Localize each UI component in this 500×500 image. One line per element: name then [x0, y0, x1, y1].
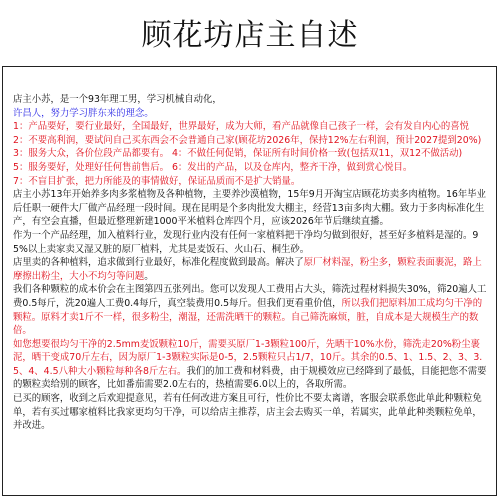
cost-diy: 自己筛洗麻烦，脏，自成本是大规模生产的数倍。 — [13, 311, 479, 337]
closing-paragraph: 已买的顾客，收到之后欢迎提意见，若有任何改进方案且可行，性价比不要太离谱，客服会联系您此单此种颗粒免单，若有买过哪家植料比我家更均匀干净，可以给店主推荐，店主会去购买一单，若属实，此单此种类颗粒免单，并改进。 — [13, 393, 482, 432]
soil-text: 店里卖的各种植料，追求做到行业最好，标准化程度做到最高。解决了 — [13, 257, 304, 269]
content-box — [2, 66, 497, 496]
intro-line-2: 许昌人，努力学习胖东来的理念。 — [13, 107, 154, 119]
principle-1: 1：产品要好，要行业最好，全国最好，世界最好，成为大师，看产品就像自己孩子一样，会有发自内心的喜悦 — [13, 121, 469, 133]
price-paragraph — [13, 338, 490, 392]
principle-3: 3：服务大众，各价位段产品都要有。 4：不做任何促销，保证所有时间价格一致(包括双11，双12不做活动) — [13, 148, 463, 160]
principle-4: 5：服务要好，处理好任何售前售后。 6：发出的产品，以及仓库内，整齐干净，做到赏心悦目。 — [13, 161, 413, 173]
price-tail: 我们的加工费和材料费，由于规模效应已经降到了最低，目能把您不需要的颗粒卖给别的顾客，比如番茄需要2.0左右的，热植需要6.0以上的，各取所需。 — [13, 365, 487, 391]
page-title: 顾花坊店主自述 — [141, 18, 359, 53]
story-paragraph: 店主小苏13年开始养多肉多浆植物及各种植物，主要养沙漠植物，15年9月开淘宝店顾花坊卖多肉植物。16年毕业后任职一硬件大厂做产品经理一段时间。现在昆明是个多肉批发大棚主，经营13亩多肉大棚。致力于多肉标准化生产，有空会直播，但最近整理新建1000平米植料仓库四个月，应该2026年节后继续直播。 — [13, 189, 487, 228]
intro-line-1: 店主小苏，是一个93年理工男，学习机械自动化， — [13, 94, 222, 105]
cost-paragraph — [13, 283, 490, 337]
principle-2: 2：不要高利润，要试问自己买东西会不会普通自己家(顾花坊2026年，保持12%左右利润，预计2027提到20%) — [13, 134, 482, 146]
soil-problems: 原厂材料湿，粉尘多，颗粒表面裹泥，路上摩擦出粉尘，大小不均匀等问题 — [13, 257, 482, 282]
soil-end: 。 — [144, 270, 154, 282]
cost-highlight: 所以我们把原料加工成均匀干净的颗粒。 — [13, 297, 483, 323]
cost-compare: 原料才卖1斤不一样，很多粉尘，潮湿，还需洗晒干的颗粒。 — [41, 311, 291, 323]
price-example: 如您想要很均匀干净的2.5mm麦饭颗粒10斤，需要买原厂1-3颗粒100斤，先晒干10%水份，筛洗走20%粉尘裹泥，晒干变成70斤左右，因为原厂1-3颗粒实际是0-5，2.5颗粒只占1/7，10斤。其余的0.5、1、1.5、2、3、3.5、4、4.5八种大小颗粒每种各8斤左右。 — [13, 338, 483, 377]
soil-paragraph-2 — [13, 256, 490, 283]
cost-text: 我们各种颗粒的成本价会在主图第四五张列出。您可以发现人工费用占大头，筛洗过程材料损失30%，筛20遍人工费0.5每斤，洗20遍人工费0.4每斤，真空装费用0.5每斤。但我们更看重价值， — [13, 284, 487, 309]
principle-5: 7：不盲目扩张，把力所能及的事情做好，保证品质而不是扩大销量。 — [13, 175, 301, 187]
soil-paragraph-1: 作为一个产品经理，加入植料行业，发现行业内没有任何一家植料把干净均匀做到很好，甚至好多植料是湿的。95%以上卖家卖又湿又脏的原厂植料，尤其是麦饭石、火山石、桐生砂。 — [13, 229, 479, 255]
